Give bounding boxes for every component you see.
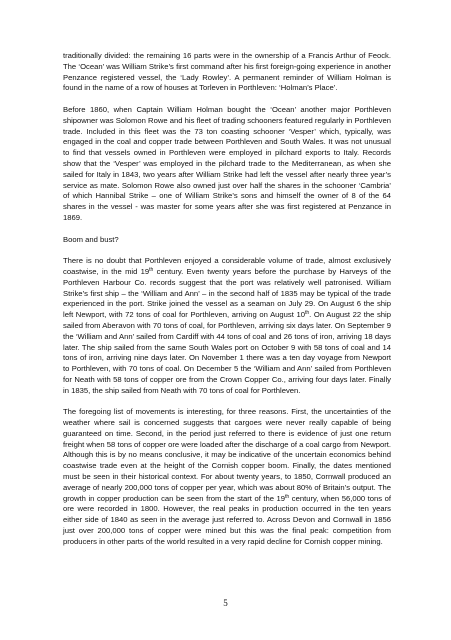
superscript-ordinal: th — [304, 310, 310, 317]
paragraph-movements-analysis — [63, 407, 391, 547]
superscript-ordinal: th — [149, 266, 154, 273]
paragraph-movements-part-1: The foregoing list of movements is interesting, for three reasons. First, the uncertainties of the weather where sail is concerned suggests that cargoes were never really capable of being guaranteed on time. Second, in the period just referred to there is evidence of just one return freight when 58 tons of copper ore were loaded after the discharge of a coal cargo from Newport. Although this is by no means conclusive, it may be indicative of the uncertain economics behind coastwise trade even at the height of the Cornish copper boom. Finally, the dates mentioned must be seen in their historical context. For about twenty years, to 1850, Cornwall produced an average of nearly 200,000 tons of copper per year, which was about 80% of Britain’s output. The growth in copper production can be seen from the start of the 19 — [63, 407, 391, 503]
paragraph-solomon-rowe: Before 1860, when Captain William Holman bought the ‘Ocean’ another major Porthleven shipowner was Solomon Rowe and his fleet of trading schooners featured regularly in Porthleven trade. Included in this fleet was the 73 ton coasting schooner ‘Vesper’ which, typically, was engaged in the coal and copper trade between Porthleven and South Wales. It was not unusual to find that vessels owned in Porthleven were employed in pilchard exports to Italy. Records show that the ‘Vesper’ was employed in the pilchard trade to the Mediterranean, as when she sailed for Italy in 1843, two years after William Strike had left the vessel after nearly three year’s service as mate. Solomon Rowe also owned just over half the shares in the schooner ‘Cambria’ of which Hannibal Strike – one of William Strike’s sons and himself the owner of 8 of the 64 shares in the vessel - was master for some years after she was first registered at Penzance in 1869. — [63, 104, 391, 222]
paragraph-movements-part-2: century, when 56,000 tons of ore were recorded in 1800. However, the real peaks in production occurred in the ten years either side of 1840 as seen in the average just referred to. Across Devon and Cornwall in 1856 just over 200,000 tons of copper were mined but this was the final peak: competition from producers in other parts of the world resulted in a very rapid decline for Cornish copper mining. — [63, 493, 391, 546]
paragraph-trade-volume-part-3: . On August 22 the ship sailed from Aberavon with 70 tons of coal, for Porthleven, arriving six days later. On September 9 the ‘William and Ann’ sailed from Cardiff with 44 tons of coal and 26 tons of iron, arriving 18 days later. The ship sailed from the same South Wales port on October 9 with 58 tons of coal and 14 tons of iron, arriving nine days later. On November 1 there was a ten day voyage from Newport to Porthleven, with 70 tons of coal. On December 5 the ‘William and Ann’ sailed from Porthleven for Neath with 58 tons of copper ore from the Crown Copper Co., arriving four days later. Finally in 1835, the ship sailed from Neath with 70 tons of coal for Porthleven. — [63, 310, 391, 395]
paragraph-trade-volume-part-1: There is no doubt that Porthleven enjoyed a considerable volume of trade, almost exclusively coastwise, in the mid 19 — [63, 256, 391, 276]
paragraph-ocean-ownership: traditionally divided: the remaining 16 parts were in the ownership of a Francis Arthur of Feock. The ‘Ocean’ was William Strike’s first command after his first foreign-going experience in another Penzance registered vessel, the ‘Lady Rowley’. A permanent reminder of William Holman is found in the name of a row of houses at Torleven in Porthleven: ‘Holman’s Place’. — [63, 51, 391, 93]
page-number: 5 — [223, 598, 228, 608]
superscript-ordinal: th — [285, 493, 290, 500]
text-column — [63, 51, 391, 558]
section-heading: Boom and bust? — [63, 234, 119, 244]
paragraph-trade-volume — [63, 256, 391, 396]
paragraph-trade-volume-part-2: century. Even twenty years before the purchase by Harveys of the Porthleven Harbour Co. records suggest that the port was relatively well patronised. William Strike’s first ship – the ‘William and Ann’ – in the second half of 1835 may be typical of the trade experienced in the port. Strike joined the vessel as a seaman on July 29. On August 6 the ship left Newport, with 72 tons of coal for Porthleven, arriving on August 10 — [63, 266, 391, 320]
